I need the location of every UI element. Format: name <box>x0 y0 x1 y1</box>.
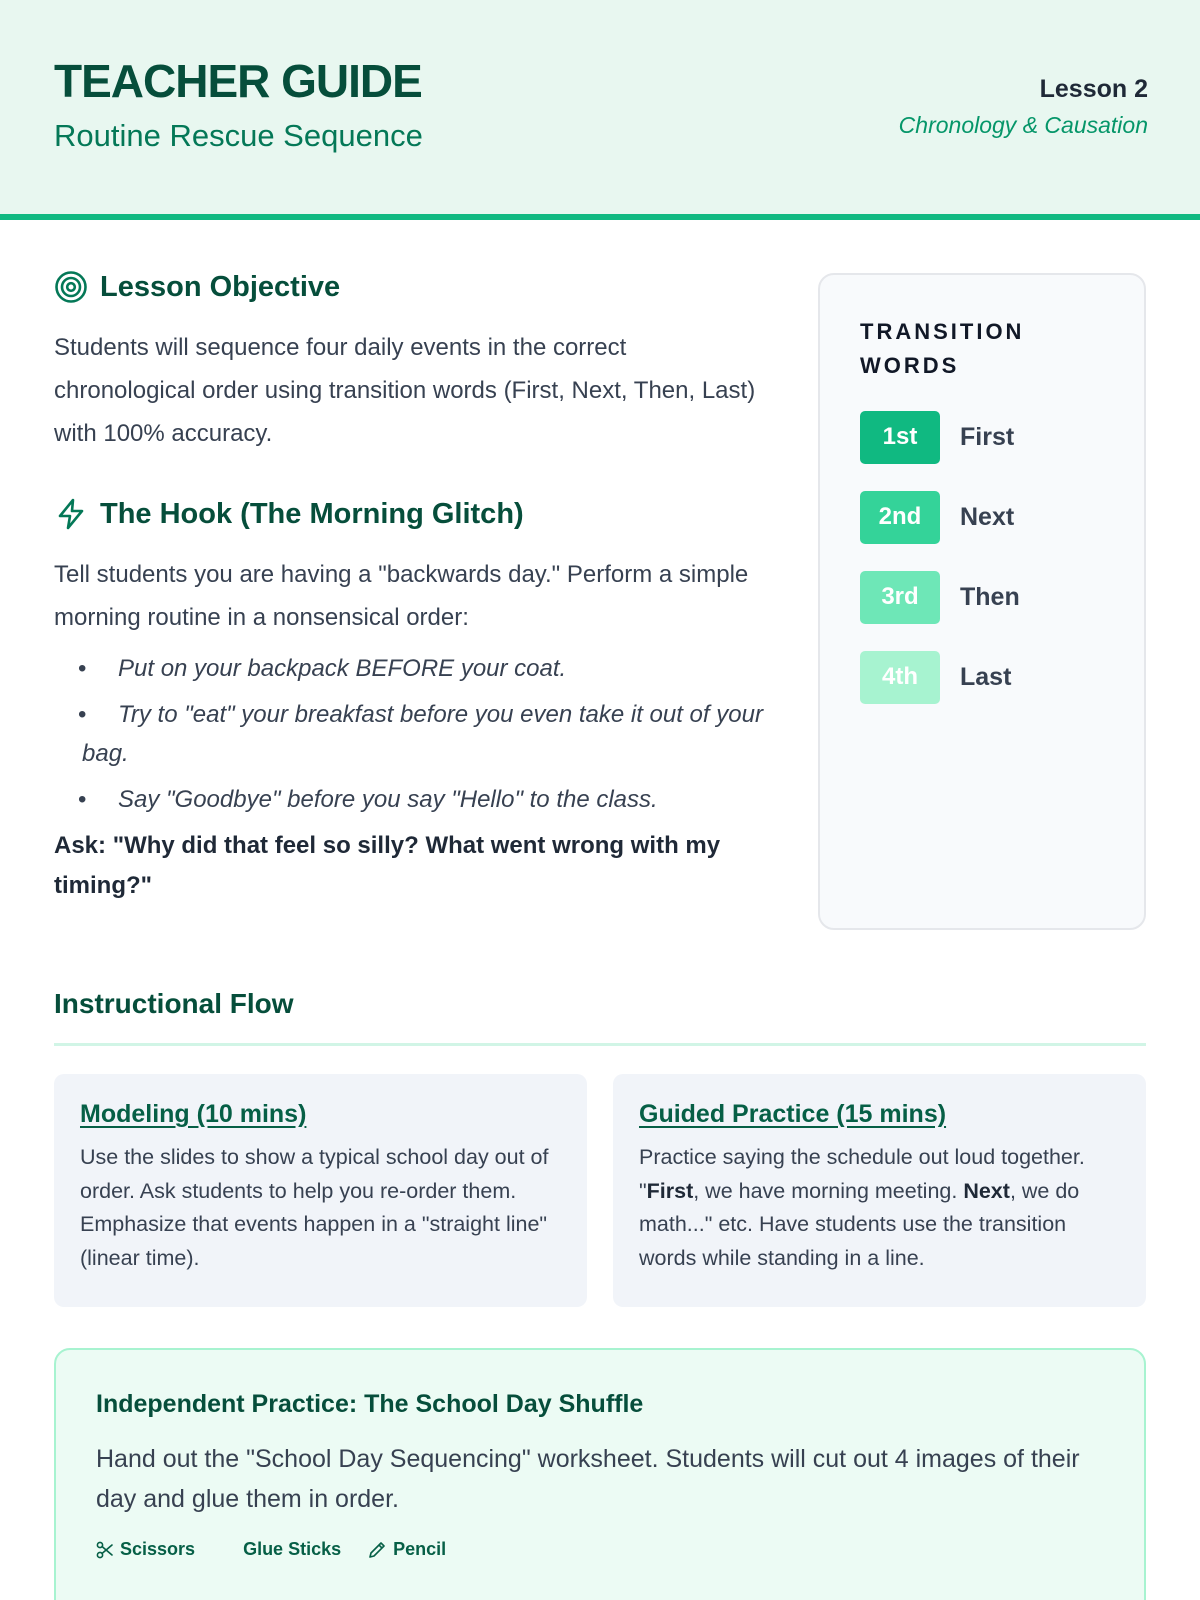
material-item <box>96 1539 195 1560</box>
lesson-topic: Chronology & Causation <box>898 112 1148 138</box>
modeling-title: Modeling (10 mins) <box>80 1100 307 1128</box>
material-label: Glue Sticks <box>243 1539 342 1559</box>
list-item-text: Say "Goodbye" before you say "Hello" to the class. <box>118 786 658 813</box>
page-header <box>0 0 1200 220</box>
order-badge: 2nd <box>860 491 940 544</box>
hook-ask: Ask: "Why did that feel so silly? What went wrong with my timing?" <box>54 832 721 899</box>
transition-words-panel <box>818 273 1146 930</box>
bullet-icon: • <box>78 655 87 682</box>
material-label: Scissors <box>120 1539 196 1559</box>
guided-practice-card <box>613 1074 1146 1307</box>
list-item-text: Try to "eat" your breakfast before you even take it out of your bag. <box>82 701 763 767</box>
guided-practice-title: Guided Practice (15 mins) <box>639 1100 947 1128</box>
hook-intro: Tell students you are having a "backwards day." Perform a simple morning routine in a nonsensical order: <box>54 561 749 631</box>
material-item <box>243 1539 341 1560</box>
pencil-icon <box>367 1540 387 1560</box>
transition-word-row <box>860 650 1011 704</box>
target-icon <box>54 270 88 304</box>
flow-divider <box>54 1043 1146 1046</box>
material-item <box>367 1539 446 1560</box>
flow-heading: Instructional Flow <box>54 988 294 1019</box>
hook-section <box>54 497 764 906</box>
lesson-number: Lesson 2 <box>1039 75 1148 103</box>
objective-heading-row <box>54 270 764 304</box>
material-label: Pencil <box>393 1539 447 1559</box>
guided-practice-text <box>639 1141 1120 1275</box>
transition-word-row <box>860 570 1020 624</box>
objective-text: Students will sequence four daily events in the correct chronological order using transition words (First, Next, Then, Last) with 100% accuracy. <box>54 334 756 447</box>
list-item <box>54 780 764 819</box>
lightning-icon <box>54 497 88 531</box>
modeling-card <box>54 1074 587 1307</box>
transition-word: Next <box>960 502 1015 531</box>
order-badge: 3rd <box>860 571 940 624</box>
transition-words-title: TRANSITION WORDS <box>860 319 1025 378</box>
bullet-icon: • <box>78 701 87 728</box>
modeling-text: Use the slides to show a typical school day out of order. Ask students to help you re-order them. Emphasize that events happen in a "straight line" (linear time). <box>80 1145 549 1270</box>
materials-list <box>96 1539 1104 1560</box>
guided-text-part: Practice saying the schedule out loud together. " <box>639 1145 1085 1203</box>
main-column <box>54 270 764 906</box>
transition-word: Then <box>960 582 1020 611</box>
hook-list <box>54 649 764 819</box>
guided-text-part: , we have morning meeting. <box>693 1178 964 1203</box>
transition-word-row <box>860 410 1014 464</box>
order-badge: 4th <box>860 651 940 704</box>
guided-text-part: , we do math..." etc. Have students use the transition words while standing in a line. <box>639 1178 1080 1270</box>
transition-word: First <box>960 422 1015 451</box>
independent-practice-text: Hand out the "School Day Sequencing" worksheet. Students will cut out 4 images of their day and glue them in order. <box>96 1445 1080 1513</box>
hook-heading-row <box>54 497 764 531</box>
independent-practice-box <box>54 1348 1146 1600</box>
objective-heading: Lesson Objective <box>100 270 341 303</box>
page-subtitle: Routine Rescue Sequence <box>54 118 423 153</box>
list-item <box>54 695 764 773</box>
guided-bold-word: First <box>646 1178 694 1203</box>
order-badge: 1st <box>860 411 940 464</box>
bullet-icon: • <box>78 786 87 813</box>
independent-practice-title: Independent Practice: The School Day Shuffle <box>96 1390 644 1418</box>
list-item <box>54 649 764 688</box>
scissors-icon <box>96 1541 114 1559</box>
hook-heading: The Hook (The Morning Glitch) <box>100 497 524 530</box>
transition-word-row <box>860 490 1014 544</box>
transition-word: Last <box>960 662 1012 691</box>
guided-bold-word: Next <box>963 1178 1010 1203</box>
page-title: TEACHER GUIDE <box>54 55 422 107</box>
list-item-text: Put on your backpack BEFORE your coat. <box>118 655 567 682</box>
